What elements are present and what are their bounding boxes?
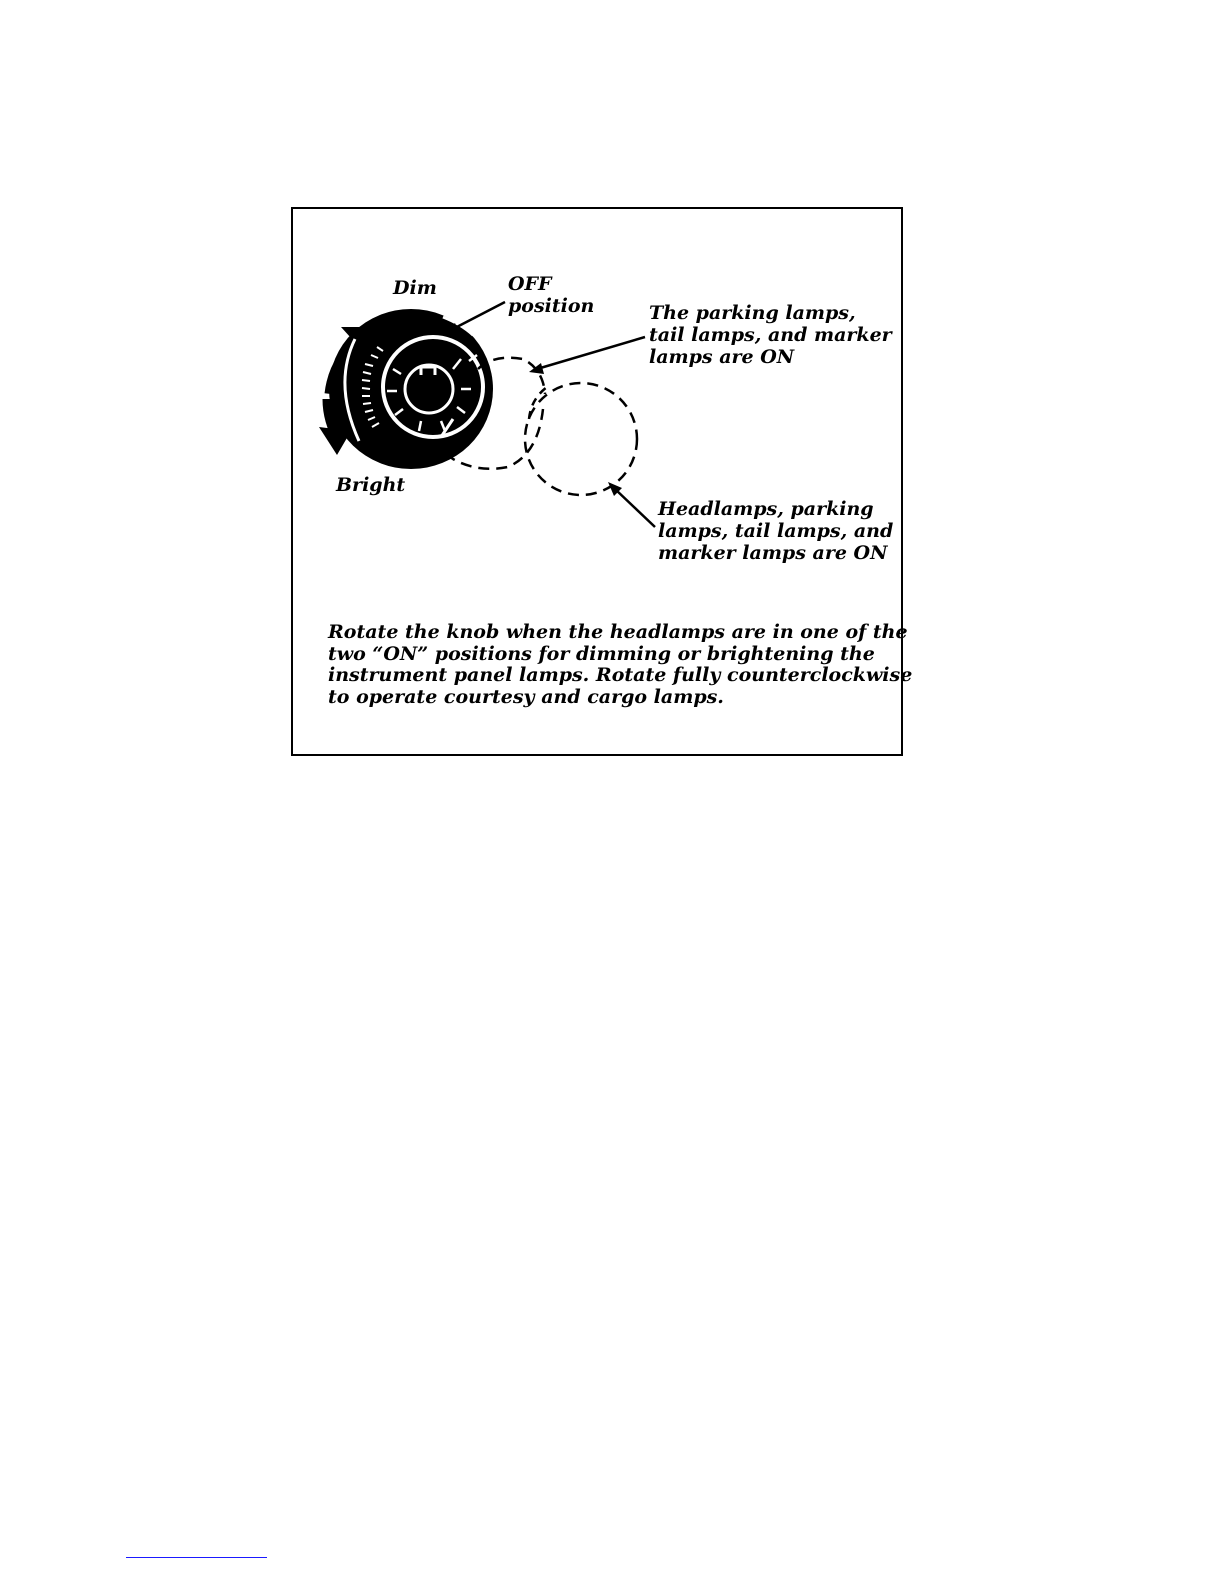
headlamps-pointer <box>608 482 655 527</box>
bright-label: Bright <box>336 474 406 496</box>
caption-line: instrument panel lamps. Rotate fully counterclockwise <box>328 664 913 686</box>
headlamps-label-line: lamps, tail lamps, and <box>658 520 894 542</box>
dim-label: Dim <box>393 277 437 299</box>
headlamp-position-outline <box>525 383 637 495</box>
headlamps-label <box>658 498 893 564</box>
parking-lamps-label-line: tail lamps, and marker <box>649 324 892 346</box>
headlamps-label-line: Headlamps, parking <box>658 498 874 520</box>
caption-line: Rotate the knob when the headlamps are in one of the <box>328 621 908 643</box>
off-position-label <box>508 273 594 317</box>
parking-lamps-label-line: lamps are ON <box>649 346 795 368</box>
figure-caption <box>328 621 913 708</box>
headlamp-knob-icon <box>329 309 493 469</box>
parking-lamps-label <box>649 302 892 368</box>
off-position-label-line: position <box>508 295 595 317</box>
headlamps-label-line: marker lamps are ON <box>658 542 888 564</box>
caption-line: two “ON” positions for dimming or brightening the <box>328 642 875 665</box>
footnote-rule <box>126 1557 267 1558</box>
off-position-pointer <box>443 302 505 334</box>
off-position-label-line: OFF <box>508 273 552 295</box>
figure-frame <box>291 207 913 756</box>
caption-line: to operate courtesy and cargo lamps. <box>328 685 724 708</box>
parking-lamps-pointer <box>529 337 645 374</box>
parking-lamps-label-line: The parking lamps, <box>649 302 856 324</box>
